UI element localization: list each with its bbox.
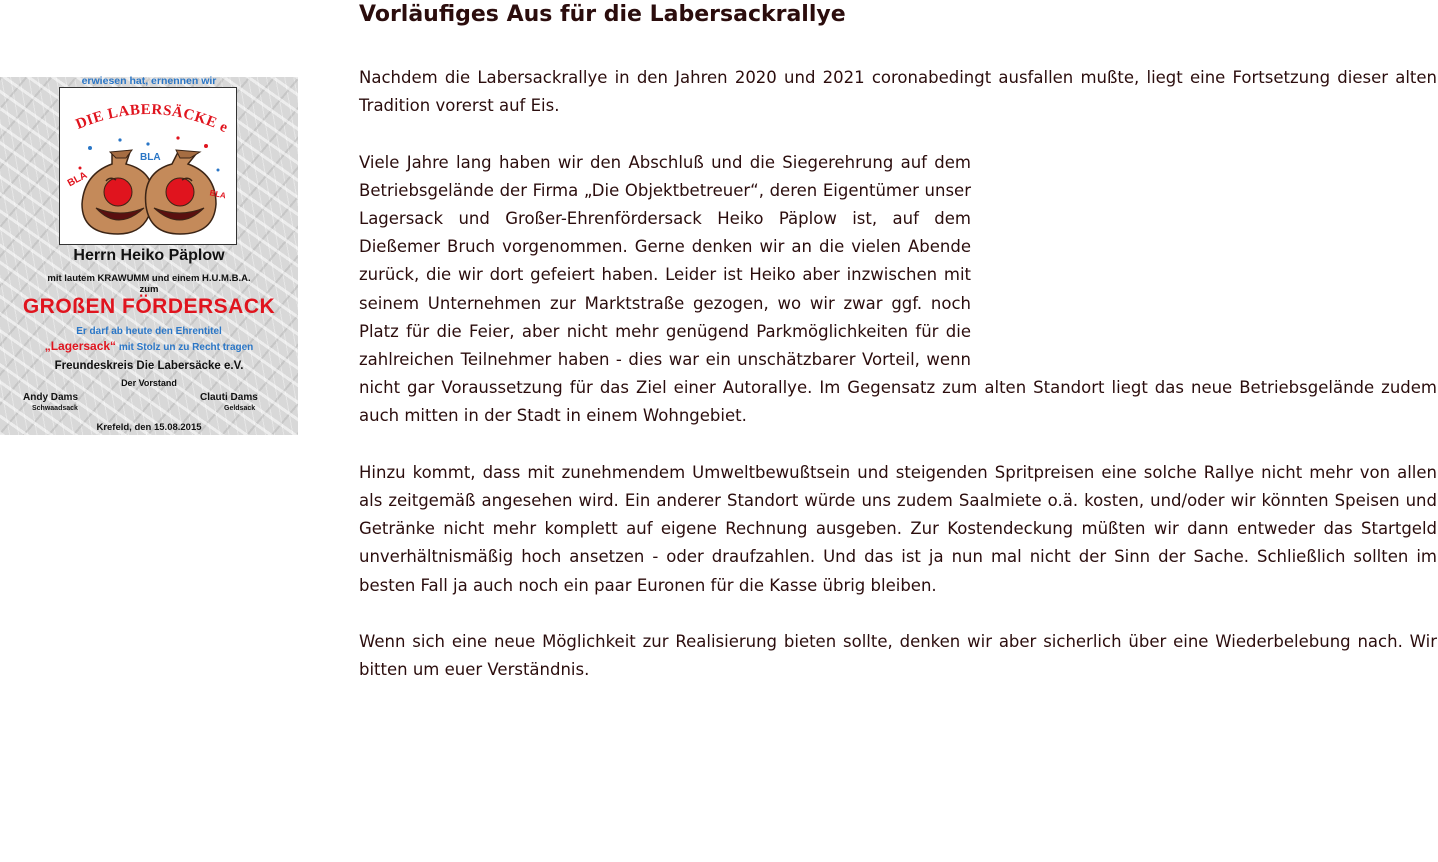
bla-label-left: BLA — [65, 169, 90, 190]
signature-2-role: Geldsack — [224, 405, 256, 412]
paragraph-1: Nachdem die Labersackrallye in den Jahren 2020 und 2021 coronabedingt ausfallen mußte, liegt eine Fortsetzung dieser alten Tradition vorerst auf Eis. — [359, 68, 1437, 116]
certificate-intro-line: erwiesen hat, ernennen wir — [81, 75, 217, 87]
logo-text: DIE LABERSÄCKE e — [73, 101, 231, 137]
bla-label-right: BLA — [208, 188, 227, 201]
signature-2-name: Clauti Dams — [200, 392, 258, 403]
certificate-line-krawumm: mit lautem KRAWUMM und einem H.U.M.B.A. — [47, 273, 251, 284]
certificate-award-title: GROßEN FÖRDERSACK — [22, 295, 276, 318]
article-body — [359, 64, 1437, 713]
bla-label-middle: BLA — [140, 152, 161, 163]
club-logo — [59, 87, 237, 245]
certificate-line-ehrentitel: Er darf ab heute den Ehrentitel — [76, 326, 222, 337]
certificate-image — [0, 77, 298, 435]
lagersack-suffix: mit Stolz un zu Recht tragen — [116, 342, 254, 353]
svg-text:FK DIE LABERSÄCKE e.V. — [60, 88, 230, 136]
certificate-line-lagersack — [0, 339, 298, 353]
article-title: Vorläufiges Aus für die Labersackrallye — [359, 2, 846, 27]
certificate-board: Der Vorstand — [121, 378, 177, 388]
paragraph-3: Hinzu kommt, dass mit zunehmendem Umweltbewußtsein und steigenden Spritpreisen eine solche Rallye nicht mehr von allen als zeitgemäß angesehen wird. Ein anderer Standort würde uns zudem Saalmiete o.ä. kosten, und/oder wir könnten Speisen und Getränke nicht mehr komplett auf eigene Rechnung ausgeben. Zur Kostendeckung müßten wir dann entweder das Startgeld unverhältnismäßig hoch ansetzen - oder draufzahlen. Und das ist ja nun mal nicht der Sinn der Sache. Schließlich sollten im besten Fall ja auch noch ein paar Euronen für die Kasse übrig bleiben. — [359, 462, 1437, 595]
honoree-name: Herrn Heiko Päplow — [73, 247, 225, 264]
certificate-line-zum: zum — [139, 284, 159, 295]
certificate-club-name: Freundeskreis Die Labersäcke e.V. — [54, 360, 244, 372]
signature-1-name: Andy Dams — [23, 392, 79, 403]
certificate-date: Krefeld, den 15.08.2015 — [96, 422, 202, 433]
labersaecke-logo-graphic — [60, 88, 236, 244]
float-spacer — [971, 149, 1437, 369]
paragraph-4: Wenn sich eine neue Möglichkeit zur Realisierung bieten sollte, denken wir aber sicherlich über eine Wiederbelebung nach. Wir bitten um euer Verständnis. — [359, 632, 1437, 680]
signature-1-role: Schwaadsack — [32, 405, 78, 412]
paragraph-2: Viele Jahre lang haben wir den Abschluß und die Siegerehrung auf dem Betriebsgelände der Firma „Die Objektbetreuer“, deren Eigentümer unser Lagersack und Großer-Ehrenfördersack Heiko Päplow ist, auf dem Dießemer Bruch vorgenommen. Gerne denken wir an die vielen Abende zurück, die wir dort gefeiert haben. Leider ist Heiko aber inzwischen mit seinem Unternehmen zur Marktstraße gezogen, wo wir zwar ggf. noch Platz für die Feier, aber nicht mehr genügend Parkmöglichkeiten für die zahlreichen Teilnehmer haben - dies war ein unschätzbarer Vorteil, wenn nicht gar Voraussetzung für das Ziel einer Autorallye. Im Gegensatz zum alten Standort liegt das neue Betriebsgelände zudem auch mitten in der Stadt in einem Wohngebiet. — [359, 152, 1437, 426]
lagersack-title: „Lagersack“ — [44, 339, 117, 353]
